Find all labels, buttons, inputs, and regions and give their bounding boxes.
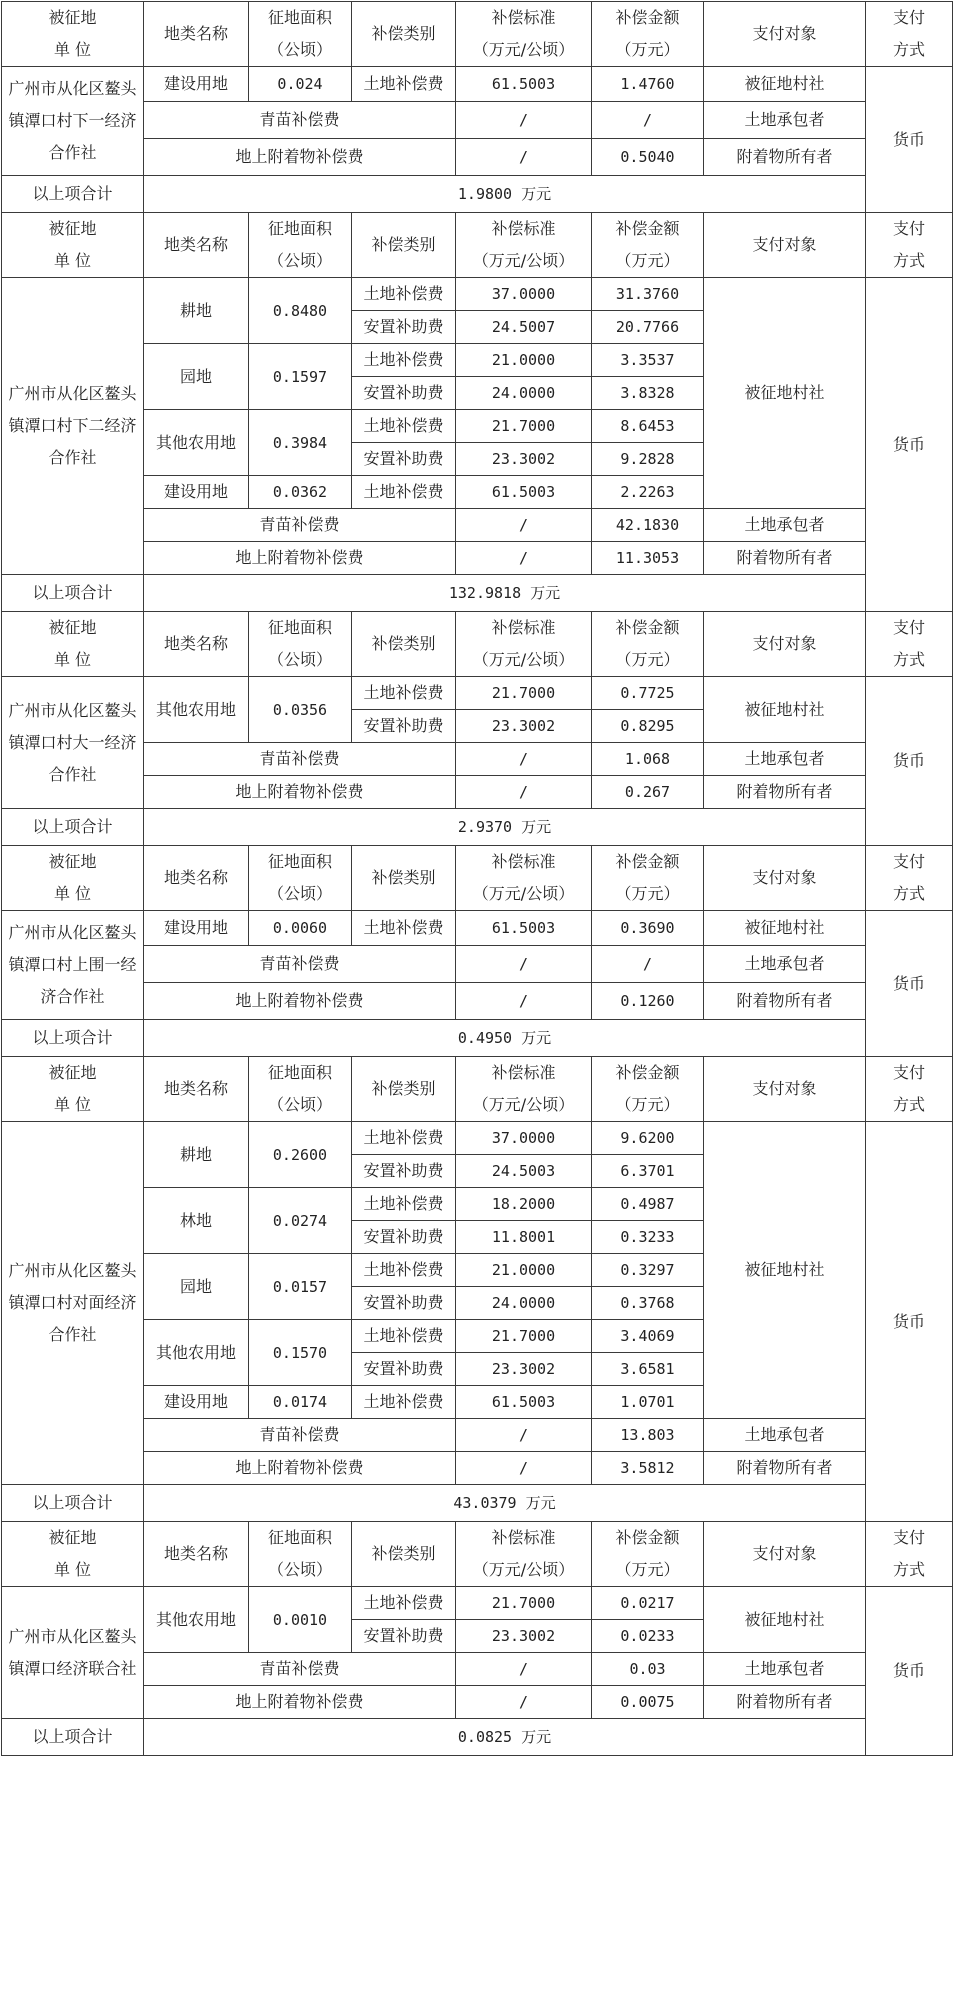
payment-method: 货币	[866, 278, 953, 612]
header-standard: 补偿标准 （万元/公顷）	[456, 846, 592, 911]
subtotal-label: 以上项合计	[2, 1020, 144, 1057]
unit-name: 广州市从化区鳌头镇潭口村上围一经济合作社	[2, 911, 144, 1020]
header-method: 支付 方式	[866, 213, 953, 278]
land-type: 园地	[144, 344, 249, 410]
land-type: 其他农用地	[144, 410, 249, 476]
seedling-label: 青苗补偿费	[144, 1419, 456, 1452]
attachment-amount: 0.1260	[592, 983, 704, 1020]
header-area: 征地面积 （公顷）	[249, 1522, 352, 1587]
comp-amount: 3.8328	[592, 377, 704, 410]
subtotal-value: 0.0825 万元	[144, 1719, 866, 1756]
subtotal-value: 43.0379 万元	[144, 1485, 866, 1522]
table-row	[2, 542, 953, 575]
table-row	[2, 612, 953, 677]
seedling-standard: /	[456, 1653, 592, 1686]
seedling-amount: 13.803	[592, 1419, 704, 1452]
land-type: 建设用地	[144, 1386, 249, 1419]
subtotal-label: 以上项合计	[2, 1485, 144, 1522]
payee-village: 被征地村社	[704, 1587, 866, 1653]
seedling-label: 青苗补偿费	[144, 509, 456, 542]
comp-standard: 21.7000	[456, 677, 592, 710]
land-area: 0.0274	[249, 1188, 352, 1254]
attachment-standard: /	[456, 1686, 592, 1719]
payment-method: 货币	[866, 1587, 953, 1756]
seedling-standard: /	[456, 102, 592, 139]
header-land-type: 地类名称	[144, 213, 249, 278]
header-amount: 补偿金额 （万元）	[592, 213, 704, 278]
attachment-label: 地上附着物补偿费	[144, 983, 456, 1020]
comp-standard: 18.2000	[456, 1188, 592, 1221]
comp-amount: 0.0233	[592, 1620, 704, 1653]
land-type: 其他农用地	[144, 677, 249, 743]
comp-category: 安置补助费	[352, 1287, 456, 1320]
land-type: 园地	[144, 1254, 249, 1320]
header-method: 支付 方式	[866, 2, 953, 67]
header-amount: 补偿金额 （万元）	[592, 1522, 704, 1587]
header-standard: 补偿标准 （万元/公顷）	[456, 1522, 592, 1587]
header-comp-type: 补偿类别	[352, 2, 456, 67]
table-row	[2, 176, 953, 213]
header-method: 支付 方式	[866, 1057, 953, 1122]
table-row	[2, 1686, 953, 1719]
comp-standard: 23.3002	[456, 710, 592, 743]
table-row	[2, 2, 953, 67]
comp-category: 土地补偿费	[352, 67, 456, 102]
header-amount: 补偿金额 （万元）	[592, 612, 704, 677]
attachment-amount: 0.267	[592, 776, 704, 809]
header-land-type: 地类名称	[144, 1522, 249, 1587]
header-area: 征地面积 （公顷）	[249, 846, 352, 911]
land-type: 建设用地	[144, 67, 249, 102]
comp-amount: 3.4069	[592, 1320, 704, 1353]
land-area: 0.3984	[249, 410, 352, 476]
comp-standard: 23.3002	[456, 1620, 592, 1653]
land-area: 0.1570	[249, 1320, 352, 1386]
attachment-standard: /	[456, 776, 592, 809]
payment-method: 货币	[866, 677, 953, 846]
subtotal-value: 1.9800 万元	[144, 176, 866, 213]
comp-standard: 21.7000	[456, 410, 592, 443]
land-type: 耕地	[144, 278, 249, 344]
attachment-label: 地上附着物补偿费	[144, 542, 456, 575]
land-type: 其他农用地	[144, 1320, 249, 1386]
table-row	[2, 278, 953, 311]
comp-standard: 61.5003	[456, 476, 592, 509]
comp-category: 安置补助费	[352, 311, 456, 344]
comp-amount: 0.3233	[592, 1221, 704, 1254]
table-row	[2, 983, 953, 1020]
header-payee: 支付对象	[704, 2, 866, 67]
unit-name: 广州市从化区鳌头镇潭口经济联合社	[2, 1587, 144, 1719]
comp-amount: 0.8295	[592, 710, 704, 743]
header-area: 征地面积 （公顷）	[249, 1057, 352, 1122]
attachment-payee: 附着物所有者	[704, 1452, 866, 1485]
attachment-label: 地上附着物补偿费	[144, 1686, 456, 1719]
subtotal-label: 以上项合计	[2, 1719, 144, 1756]
land-type: 耕地	[144, 1122, 249, 1188]
subtotal-label: 以上项合计	[2, 809, 144, 846]
seedling-payee: 土地承包者	[704, 946, 866, 983]
payee-village: 被征地村社	[704, 278, 866, 509]
comp-amount: 9.2828	[592, 443, 704, 476]
seedling-amount: /	[592, 946, 704, 983]
table-row	[2, 575, 953, 612]
comp-category: 土地补偿费	[352, 911, 456, 946]
comp-amount: 3.3537	[592, 344, 704, 377]
attachment-payee: 附着物所有者	[704, 542, 866, 575]
attachment-amount: 11.3053	[592, 542, 704, 575]
table-row	[2, 1653, 953, 1686]
attachment-label: 地上附着物补偿费	[144, 1452, 456, 1485]
table-row	[2, 509, 953, 542]
unit-name: 广州市从化区鳌头镇潭口村下二经济合作社	[2, 278, 144, 575]
comp-amount: 0.7725	[592, 677, 704, 710]
comp-amount: 9.6200	[592, 1122, 704, 1155]
comp-standard: 61.5003	[456, 1386, 592, 1419]
comp-category: 土地补偿费	[352, 476, 456, 509]
attachment-standard: /	[456, 542, 592, 575]
seedling-payee: 土地承包者	[704, 743, 866, 776]
payment-method: 货币	[866, 67, 953, 213]
land-area: 0.0174	[249, 1386, 352, 1419]
seedling-standard: /	[456, 509, 592, 542]
comp-standard: 37.0000	[456, 1122, 592, 1155]
comp-amount: 2.2263	[592, 476, 704, 509]
comp-standard: 11.8001	[456, 1221, 592, 1254]
table-row	[2, 1057, 953, 1122]
land-area: 0.0356	[249, 677, 352, 743]
seedling-label: 青苗补偿费	[144, 946, 456, 983]
comp-amount: 20.7766	[592, 311, 704, 344]
land-area: 0.2600	[249, 1122, 352, 1188]
header-land-type: 地类名称	[144, 1057, 249, 1122]
table-row	[2, 213, 953, 278]
header-area: 征地面积 （公顷）	[249, 213, 352, 278]
payment-method: 货币	[866, 911, 953, 1057]
land-area: 0.0010	[249, 1587, 352, 1653]
header-area: 征地面积 （公顷）	[249, 2, 352, 67]
comp-category: 土地补偿费	[352, 1254, 456, 1287]
table-row	[2, 1522, 953, 1587]
seedling-payee: 土地承包者	[704, 1419, 866, 1452]
attachment-payee: 附着物所有者	[704, 983, 866, 1020]
header-unit: 被征地 单 位	[2, 2, 144, 67]
comp-category: 安置补助费	[352, 1221, 456, 1254]
header-payee: 支付对象	[704, 612, 866, 677]
attachment-standard: /	[456, 983, 592, 1020]
seedling-label: 青苗补偿费	[144, 102, 456, 139]
subtotal-label: 以上项合计	[2, 176, 144, 213]
attachment-standard: /	[456, 139, 592, 176]
header-payee: 支付对象	[704, 213, 866, 278]
comp-category: 土地补偿费	[352, 1122, 456, 1155]
header-comp-type: 补偿类别	[352, 612, 456, 677]
comp-category: 安置补助费	[352, 443, 456, 476]
compensation-table	[1, 1, 953, 1756]
header-standard: 补偿标准 （万元/公顷）	[456, 213, 592, 278]
header-area: 征地面积 （公顷）	[249, 612, 352, 677]
land-area: 0.1597	[249, 344, 352, 410]
header-unit: 被征地 单 位	[2, 1057, 144, 1122]
comp-amount: 1.4760	[592, 67, 704, 102]
header-comp-type: 补偿类别	[352, 1057, 456, 1122]
payment-method: 货币	[866, 1122, 953, 1522]
header-standard: 补偿标准 （万元/公顷）	[456, 612, 592, 677]
seedling-label: 青苗补偿费	[144, 743, 456, 776]
header-comp-type: 补偿类别	[352, 213, 456, 278]
unit-name: 广州市从化区鳌头镇潭口村对面经济合作社	[2, 1122, 144, 1485]
attachment-amount: 3.5812	[592, 1452, 704, 1485]
seedling-standard: /	[456, 946, 592, 983]
header-standard: 补偿标准 （万元/公顷）	[456, 1057, 592, 1122]
comp-category: 土地补偿费	[352, 1188, 456, 1221]
table-row	[2, 743, 953, 776]
table-row	[2, 1485, 953, 1522]
comp-amount: 0.4987	[592, 1188, 704, 1221]
comp-category: 安置补助费	[352, 1353, 456, 1386]
comp-category: 土地补偿费	[352, 278, 456, 311]
table-row	[2, 946, 953, 983]
comp-amount: 31.3760	[592, 278, 704, 311]
compensation-document	[0, 1, 954, 2014]
attachment-payee: 附着物所有者	[704, 1686, 866, 1719]
comp-category: 土地补偿费	[352, 410, 456, 443]
table-row	[2, 776, 953, 809]
comp-amount: 0.3297	[592, 1254, 704, 1287]
comp-amount: 0.0217	[592, 1587, 704, 1620]
attachment-payee: 附着物所有者	[704, 776, 866, 809]
comp-standard: 61.5003	[456, 67, 592, 102]
header-amount: 补偿金额 （万元）	[592, 1057, 704, 1122]
attachment-payee: 附着物所有者	[704, 139, 866, 176]
subtotal-value: 132.9818 万元	[144, 575, 866, 612]
seedling-amount: 42.1830	[592, 509, 704, 542]
header-method: 支付 方式	[866, 1522, 953, 1587]
table-row	[2, 677, 953, 710]
seedling-label: 青苗补偿费	[144, 1653, 456, 1686]
land-type: 建设用地	[144, 911, 249, 946]
land-area: 0.0362	[249, 476, 352, 509]
comp-standard: 24.0000	[456, 1287, 592, 1320]
subtotal-value: 2.9370 万元	[144, 809, 866, 846]
comp-amount: 6.3701	[592, 1155, 704, 1188]
comp-standard: 21.0000	[456, 344, 592, 377]
table-row	[2, 1452, 953, 1485]
land-area: 0.0060	[249, 911, 352, 946]
seedling-amount: /	[592, 102, 704, 139]
header-comp-type: 补偿类别	[352, 846, 456, 911]
table-row	[2, 102, 953, 139]
comp-standard: 24.5007	[456, 311, 592, 344]
attachment-amount: 0.0075	[592, 1686, 704, 1719]
comp-amount: 0.3768	[592, 1287, 704, 1320]
table-row	[2, 1020, 953, 1057]
seedling-standard: /	[456, 1419, 592, 1452]
comp-standard: 23.3002	[456, 443, 592, 476]
seedling-payee: 土地承包者	[704, 509, 866, 542]
land-type: 其他农用地	[144, 1587, 249, 1653]
unit-name: 广州市从化区鳌头镇潭口村下一经济合作社	[2, 67, 144, 176]
header-standard: 补偿标准 （万元/公顷）	[456, 2, 592, 67]
payee-village: 被征地村社	[704, 1122, 866, 1419]
header-amount: 补偿金额 （万元）	[592, 2, 704, 67]
header-land-type: 地类名称	[144, 612, 249, 677]
comp-category: 土地补偿费	[352, 1587, 456, 1620]
subtotal-label: 以上项合计	[2, 575, 144, 612]
comp-amount: 1.0701	[592, 1386, 704, 1419]
header-unit: 被征地 单 位	[2, 612, 144, 677]
comp-category: 安置补助费	[352, 710, 456, 743]
land-area: 0.0157	[249, 1254, 352, 1320]
land-type: 林地	[144, 1188, 249, 1254]
payee-village: 被征地村社	[704, 677, 866, 743]
seedling-payee: 土地承包者	[704, 102, 866, 139]
table-row	[2, 1587, 953, 1620]
header-comp-type: 补偿类别	[352, 1522, 456, 1587]
land-area: 0.8480	[249, 278, 352, 344]
header-unit: 被征地 单 位	[2, 846, 144, 911]
table-row	[2, 67, 953, 102]
table-row	[2, 1419, 953, 1452]
payee-village: 被征地村社	[704, 67, 866, 102]
attachment-label: 地上附着物补偿费	[144, 776, 456, 809]
header-amount: 补偿金额 （万元）	[592, 846, 704, 911]
table-row	[2, 809, 953, 846]
comp-category: 安置补助费	[352, 377, 456, 410]
subtotal-value: 0.4950 万元	[144, 1020, 866, 1057]
comp-category: 土地补偿费	[352, 344, 456, 377]
comp-amount: 3.6581	[592, 1353, 704, 1386]
header-land-type: 地类名称	[144, 2, 249, 67]
header-payee: 支付对象	[704, 1522, 866, 1587]
comp-category: 土地补偿费	[352, 1320, 456, 1353]
comp-standard: 24.0000	[456, 377, 592, 410]
seedling-payee: 土地承包者	[704, 1653, 866, 1686]
land-area: 0.024	[249, 67, 352, 102]
table-row	[2, 1719, 953, 1756]
attachment-standard: /	[456, 1452, 592, 1485]
table-row	[2, 139, 953, 176]
attachment-label: 地上附着物补偿费	[144, 139, 456, 176]
table-row	[2, 911, 953, 946]
comp-standard: 24.5003	[456, 1155, 592, 1188]
seedling-amount: 1.068	[592, 743, 704, 776]
header-payee: 支付对象	[704, 1057, 866, 1122]
header-payee: 支付对象	[704, 846, 866, 911]
header-unit: 被征地 单 位	[2, 213, 144, 278]
comp-category: 土地补偿费	[352, 1386, 456, 1419]
comp-standard: 21.7000	[456, 1320, 592, 1353]
table-row	[2, 1122, 953, 1155]
table-row	[2, 846, 953, 911]
comp-standard: 37.0000	[456, 278, 592, 311]
comp-category: 安置补助费	[352, 1155, 456, 1188]
comp-category: 土地补偿费	[352, 677, 456, 710]
header-unit: 被征地 单 位	[2, 1522, 144, 1587]
comp-standard: 21.7000	[456, 1587, 592, 1620]
comp-category: 安置补助费	[352, 1620, 456, 1653]
header-land-type: 地类名称	[144, 846, 249, 911]
comp-amount: 0.3690	[592, 911, 704, 946]
unit-name: 广州市从化区鳌头镇潭口村大一经济合作社	[2, 677, 144, 809]
comp-amount: 8.6453	[592, 410, 704, 443]
header-method: 支付 方式	[866, 846, 953, 911]
seedling-amount: 0.03	[592, 1653, 704, 1686]
header-method: 支付 方式	[866, 612, 953, 677]
payee-village: 被征地村社	[704, 911, 866, 946]
comp-standard: 23.3002	[456, 1353, 592, 1386]
comp-standard: 61.5003	[456, 911, 592, 946]
land-type: 建设用地	[144, 476, 249, 509]
seedling-standard: /	[456, 743, 592, 776]
comp-standard: 21.0000	[456, 1254, 592, 1287]
attachment-amount: 0.5040	[592, 139, 704, 176]
